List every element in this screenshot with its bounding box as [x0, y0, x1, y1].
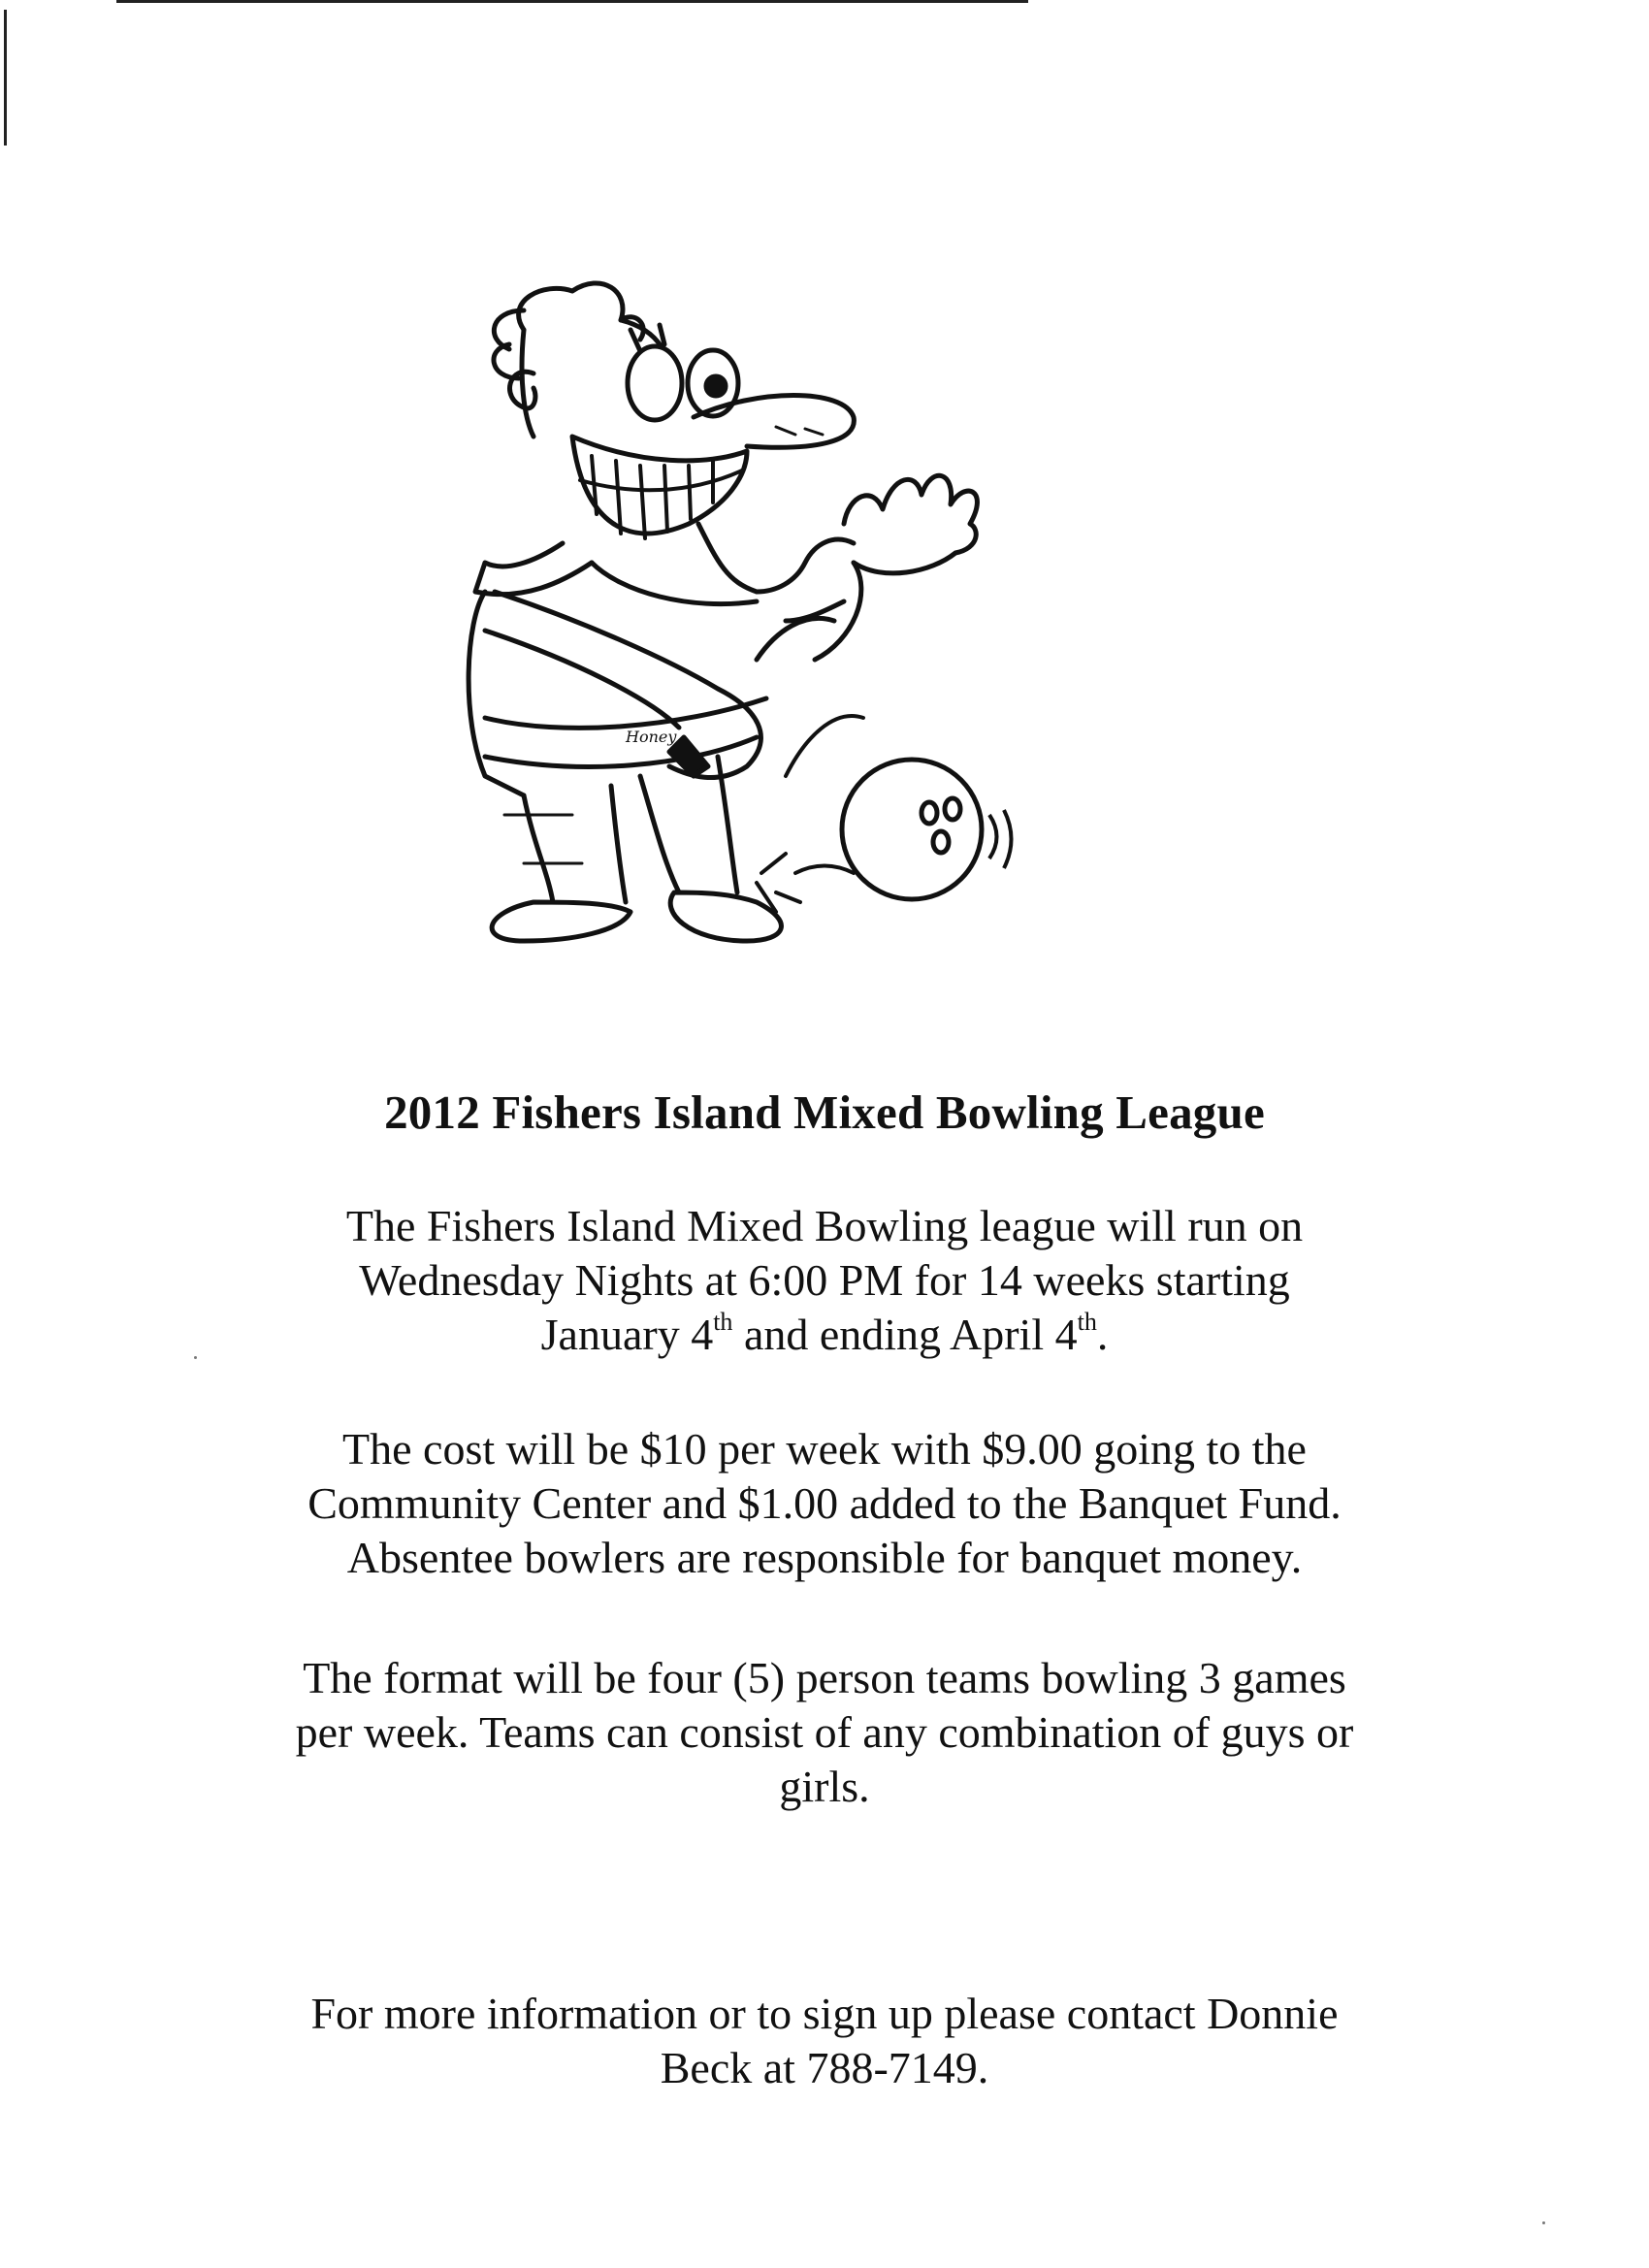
ordinal-suffix: th: [713, 1308, 733, 1336]
schedule-line: [194, 1308, 1455, 1362]
schedule-paragraph: [194, 1199, 1455, 1362]
contact-line: For more information or to sign up please contact Donnie: [310, 1989, 1339, 2038]
format-line: per week. Teams can consist of any combination of guys or: [295, 1707, 1354, 1757]
shirt-logo-text: Honey: [626, 728, 677, 746]
start-date: January 4: [540, 1310, 714, 1359]
end-date: and ending April 4: [732, 1310, 1078, 1359]
format-line: The format will be four (5) person teams bowling 3 games: [303, 1653, 1346, 1702]
period: .: [1096, 1310, 1109, 1359]
bowler-cartoon-icon: [466, 272, 1203, 989]
format-paragraph: [194, 1651, 1455, 1814]
cost-line: Absentee bowlers are responsible for banquet money.: [346, 1533, 1303, 1582]
ordinal-suffix: th: [1077, 1308, 1097, 1336]
schedule-line: Wednesday Nights at 6:00 PM for 14 weeks starting: [359, 1255, 1290, 1305]
page-title: 2012 Fishers Island Mixed Bowling League: [384, 1085, 1265, 1139]
schedule-line: The Fishers Island Mixed Bowling league will run on: [345, 1201, 1304, 1250]
format-line: girls.: [779, 1762, 870, 1811]
contact-line: Beck at 788-7149.: [660, 2043, 989, 2092]
cost-line: Community Center and $1.00 added to the Banquet Fund.: [307, 1478, 1342, 1528]
cost-paragraph: [194, 1422, 1455, 1585]
cost-line: The cost will be $10 per week with $9.00 going to the: [342, 1424, 1307, 1474]
scan-speck: [1542, 2221, 1545, 2224]
scan-left-mark: [4, 10, 7, 146]
contact-paragraph: [194, 1987, 1455, 2095]
scan-top-rule: [116, 0, 1028, 3]
bowling-ball-icon: [824, 728, 1018, 922]
